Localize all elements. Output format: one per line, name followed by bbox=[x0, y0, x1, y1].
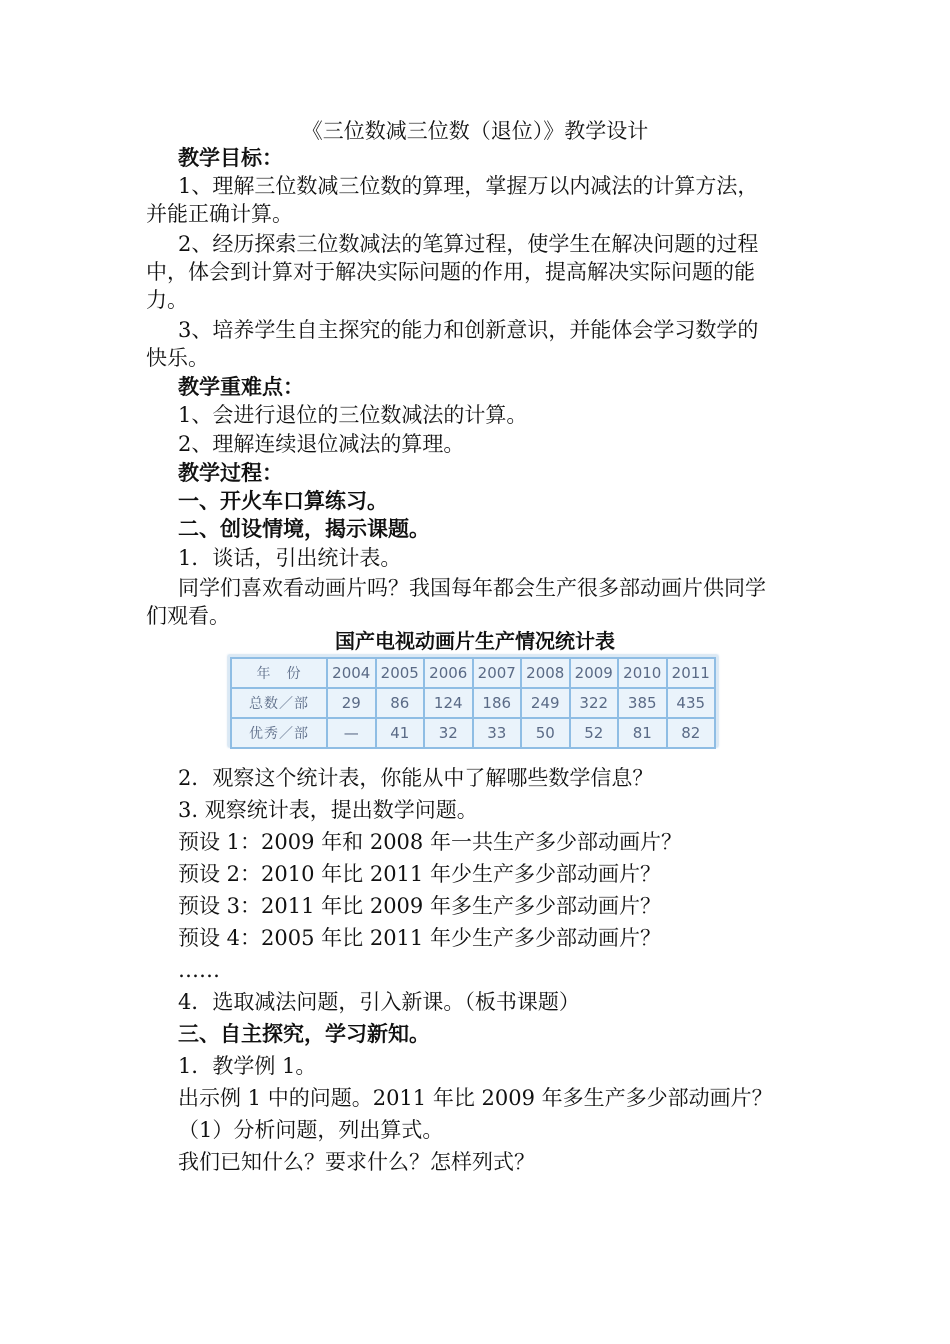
document-title: 《三位数减三位数（退位）》教学设计 bbox=[301, 119, 649, 143]
section-3-heading: 三、自主探究，学习新知。 bbox=[178, 1021, 430, 1046]
goal-3-line-1: 3、培养学生自主探究的能力和创新意识，并能体会学习数学的 bbox=[178, 318, 759, 342]
statistics-table-image bbox=[228, 655, 718, 747]
step-3-1-sub-1: （1）分析问题，列出算式。 bbox=[178, 1118, 444, 1142]
table-cell: 2011 bbox=[667, 658, 716, 688]
table-row-header: 优秀／部 bbox=[231, 718, 327, 748]
table-cell: — bbox=[327, 718, 376, 748]
table-cell: 385 bbox=[618, 688, 667, 718]
table-caption: 国产电视动画片生产情况统计表 bbox=[335, 629, 615, 653]
table-cell: 32 bbox=[424, 718, 473, 748]
table-cell: 249 bbox=[521, 688, 570, 718]
goal-2-line-1: 2、经历探索三位数减法的笔算过程，使学生在解决问题的过程 bbox=[178, 232, 759, 256]
table-cell: 322 bbox=[570, 688, 619, 718]
section-1-heading: 一、开火车口算练习。 bbox=[178, 488, 388, 513]
table-cell: 2006 bbox=[424, 658, 473, 688]
table-cell: 52 bbox=[570, 718, 619, 748]
table-cell: 435 bbox=[667, 688, 716, 718]
preset-4: 预设 4：2005 年比 2011 年少生产多少部动画片？ bbox=[178, 926, 661, 950]
step-2-1: 1．谈话，引出统计表。 bbox=[178, 546, 402, 570]
table-cell: 2010 bbox=[618, 658, 667, 688]
step-3-1-sub-1-text: 我们已知什么？要求什么？怎样列式？ bbox=[178, 1150, 535, 1174]
table-cell: 50 bbox=[521, 718, 570, 748]
step-2-1-text-line-2: 们观看。 bbox=[146, 604, 230, 628]
preset-2: 预设 2：2010 年比 2011 年少生产多少部动画片？ bbox=[178, 862, 661, 886]
step-2-1-text-line-1: 同学们喜欢看动画片吗？我国每年都会生产很多部动画片供同学 bbox=[178, 576, 766, 600]
table-cell: 86 bbox=[376, 688, 425, 718]
goal-2-line-2: 中，体会到计算对于解决实际问题的作用，提高解决实际问题的能 bbox=[146, 260, 755, 284]
keypoint-2: 2、理解连续退位减法的算理。 bbox=[178, 432, 465, 456]
table-cell: 29 bbox=[327, 688, 376, 718]
table-cell: 82 bbox=[667, 718, 716, 748]
table-row bbox=[231, 688, 715, 718]
table-cell: 41 bbox=[376, 718, 425, 748]
step-2-3: 3. 观察统计表，提出数学问题。 bbox=[178, 798, 478, 822]
keypoints-heading: 教学重难点： bbox=[178, 374, 304, 399]
table-cell: 33 bbox=[473, 718, 522, 748]
goals-heading: 教学目标： bbox=[178, 145, 283, 170]
statistics-table bbox=[230, 657, 716, 749]
table-cell: 2009 bbox=[570, 658, 619, 688]
goal-1-line-1: 1、理解三位数减三位数的算理，掌握万以内减法的计算方法， bbox=[178, 174, 759, 198]
goal-3-line-2: 快乐。 bbox=[146, 346, 209, 370]
preset-3: 预设 3：2011 年比 2009 年多生产多少部动画片？ bbox=[178, 894, 661, 918]
table-cell: 2005 bbox=[376, 658, 425, 688]
keypoint-1: 1、会进行退位的三位数减法的计算。 bbox=[178, 403, 528, 427]
table-cell: 2007 bbox=[473, 658, 522, 688]
goal-2-line-3: 力。 bbox=[146, 288, 188, 312]
process-heading: 教学过程： bbox=[178, 460, 283, 485]
table-row bbox=[231, 718, 715, 748]
table-row-header: 年 份 bbox=[231, 658, 327, 688]
step-2-2: 2．观察这个统计表，你能从中了解哪些数学信息？ bbox=[178, 766, 654, 790]
table-cell: 2004 bbox=[327, 658, 376, 688]
table-cell: 124 bbox=[424, 688, 473, 718]
preset-1: 预设 1：2009 年和 2008 年一共生产多少部动画片？ bbox=[178, 830, 682, 854]
table-cell: 2008 bbox=[521, 658, 570, 688]
section-2-heading: 二、创设情境，揭示课题。 bbox=[178, 516, 430, 541]
table-cell: 81 bbox=[618, 718, 667, 748]
table-cell: 186 bbox=[473, 688, 522, 718]
step-2-4: 4．选取减法问题，引入新课。（板书课题） bbox=[178, 990, 580, 1014]
ellipsis: …… bbox=[178, 958, 220, 982]
goal-1-line-2: 并能正确计算。 bbox=[146, 202, 293, 226]
table-row bbox=[231, 658, 715, 688]
step-3-1-text: 出示例 1 中的问题。2011 年比 2009 年多生产多少部动画片？ bbox=[178, 1086, 773, 1110]
step-3-1: 1．教学例 1。 bbox=[178, 1054, 317, 1078]
table-row-header: 总数／部 bbox=[231, 688, 327, 718]
